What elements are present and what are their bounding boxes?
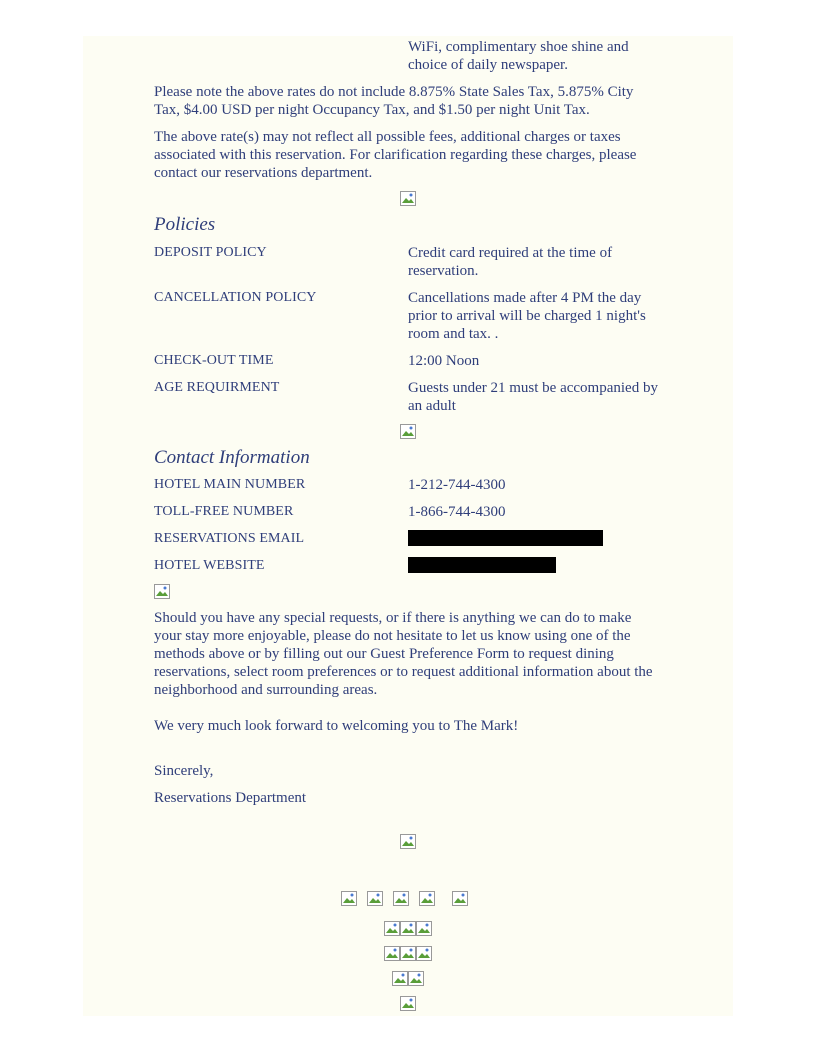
social-icon[interactable] (452, 891, 468, 906)
broken-image-icon (400, 424, 416, 439)
footer-image (400, 921, 416, 936)
contact-label: HOTEL MAIN NUMBER (154, 477, 306, 492)
email-body (83, 36, 733, 1016)
redacted-email (408, 530, 603, 546)
policy-value: Cancellations made after 4 PM the day prior to arrival will be charged 1 night's room and tax. . (408, 290, 646, 342)
policy-label: AGE REQUIRMENT (154, 380, 280, 395)
policy-label: CHECK-OUT TIME (154, 353, 274, 368)
broken-image-icon (154, 584, 170, 599)
footer-image (400, 996, 416, 1011)
policy-value: Guests under 21 must be accompanied by an adult (408, 380, 658, 414)
contact-label: TOLL-FREE NUMBER (154, 504, 294, 519)
footer-image (384, 921, 400, 936)
footer-image (392, 971, 408, 986)
contact-label: HOTEL WEBSITE (154, 558, 265, 573)
toll-free-phone[interactable]: 1-866-744-4300 (408, 504, 506, 520)
footer-logo-image (400, 834, 416, 849)
fees-note: The above rate(s) may not reflect all possible fees, additional charges or taxes associated with this reservation. For clarification regarding these charges, please contact our reservations department. (154, 129, 637, 181)
footer-image (408, 971, 424, 986)
footer-image (400, 946, 416, 961)
social-icon[interactable] (367, 891, 383, 906)
signoff-text: Sincerely, (154, 763, 214, 779)
contact-heading: Contact Information (154, 447, 310, 468)
special-requests-text: Should you have any special requests, or if there is anything we can do to make your stay more enjoyable, please do not hesitate to let us know using one of the methods above or by filling out our Guest Preference Form to request dining reservations, select room preferences or to request additional information about the neighborhood and surrounding areas. (154, 610, 653, 698)
contact-label: RESERVATIONS EMAIL (154, 531, 305, 546)
policy-label: CANCELLATION POLICY (154, 290, 317, 305)
broken-image-icon (400, 191, 416, 206)
social-icon[interactable] (393, 891, 409, 906)
policy-value: 12:00 Noon (408, 353, 480, 369)
footer-image (416, 921, 432, 936)
redacted-website (408, 557, 556, 573)
social-icon[interactable] (419, 891, 435, 906)
policy-label: DEPOSIT POLICY (154, 245, 267, 260)
policy-value: Credit card required at the time of reservation. (408, 245, 613, 279)
footer-image (416, 946, 432, 961)
amenities-text: WiFi, complimentary shoe shine and choice of daily newspaper. (408, 39, 629, 73)
footer-image (384, 946, 400, 961)
social-icon[interactable] (341, 891, 357, 906)
tax-note: Please note the above rates do not include 8.875% State Sales Tax, 5.875% City Tax, $4.00 USD per night Occupancy Tax, and $1.50 per night Unit Tax. (154, 84, 634, 118)
welcome-text: We very much look forward to welcoming you to The Mark! (154, 718, 519, 734)
main-phone[interactable]: 1-212-744-4300 (408, 477, 506, 493)
signature-text: Reservations Department (154, 790, 307, 806)
policies-heading: Policies (154, 214, 216, 235)
